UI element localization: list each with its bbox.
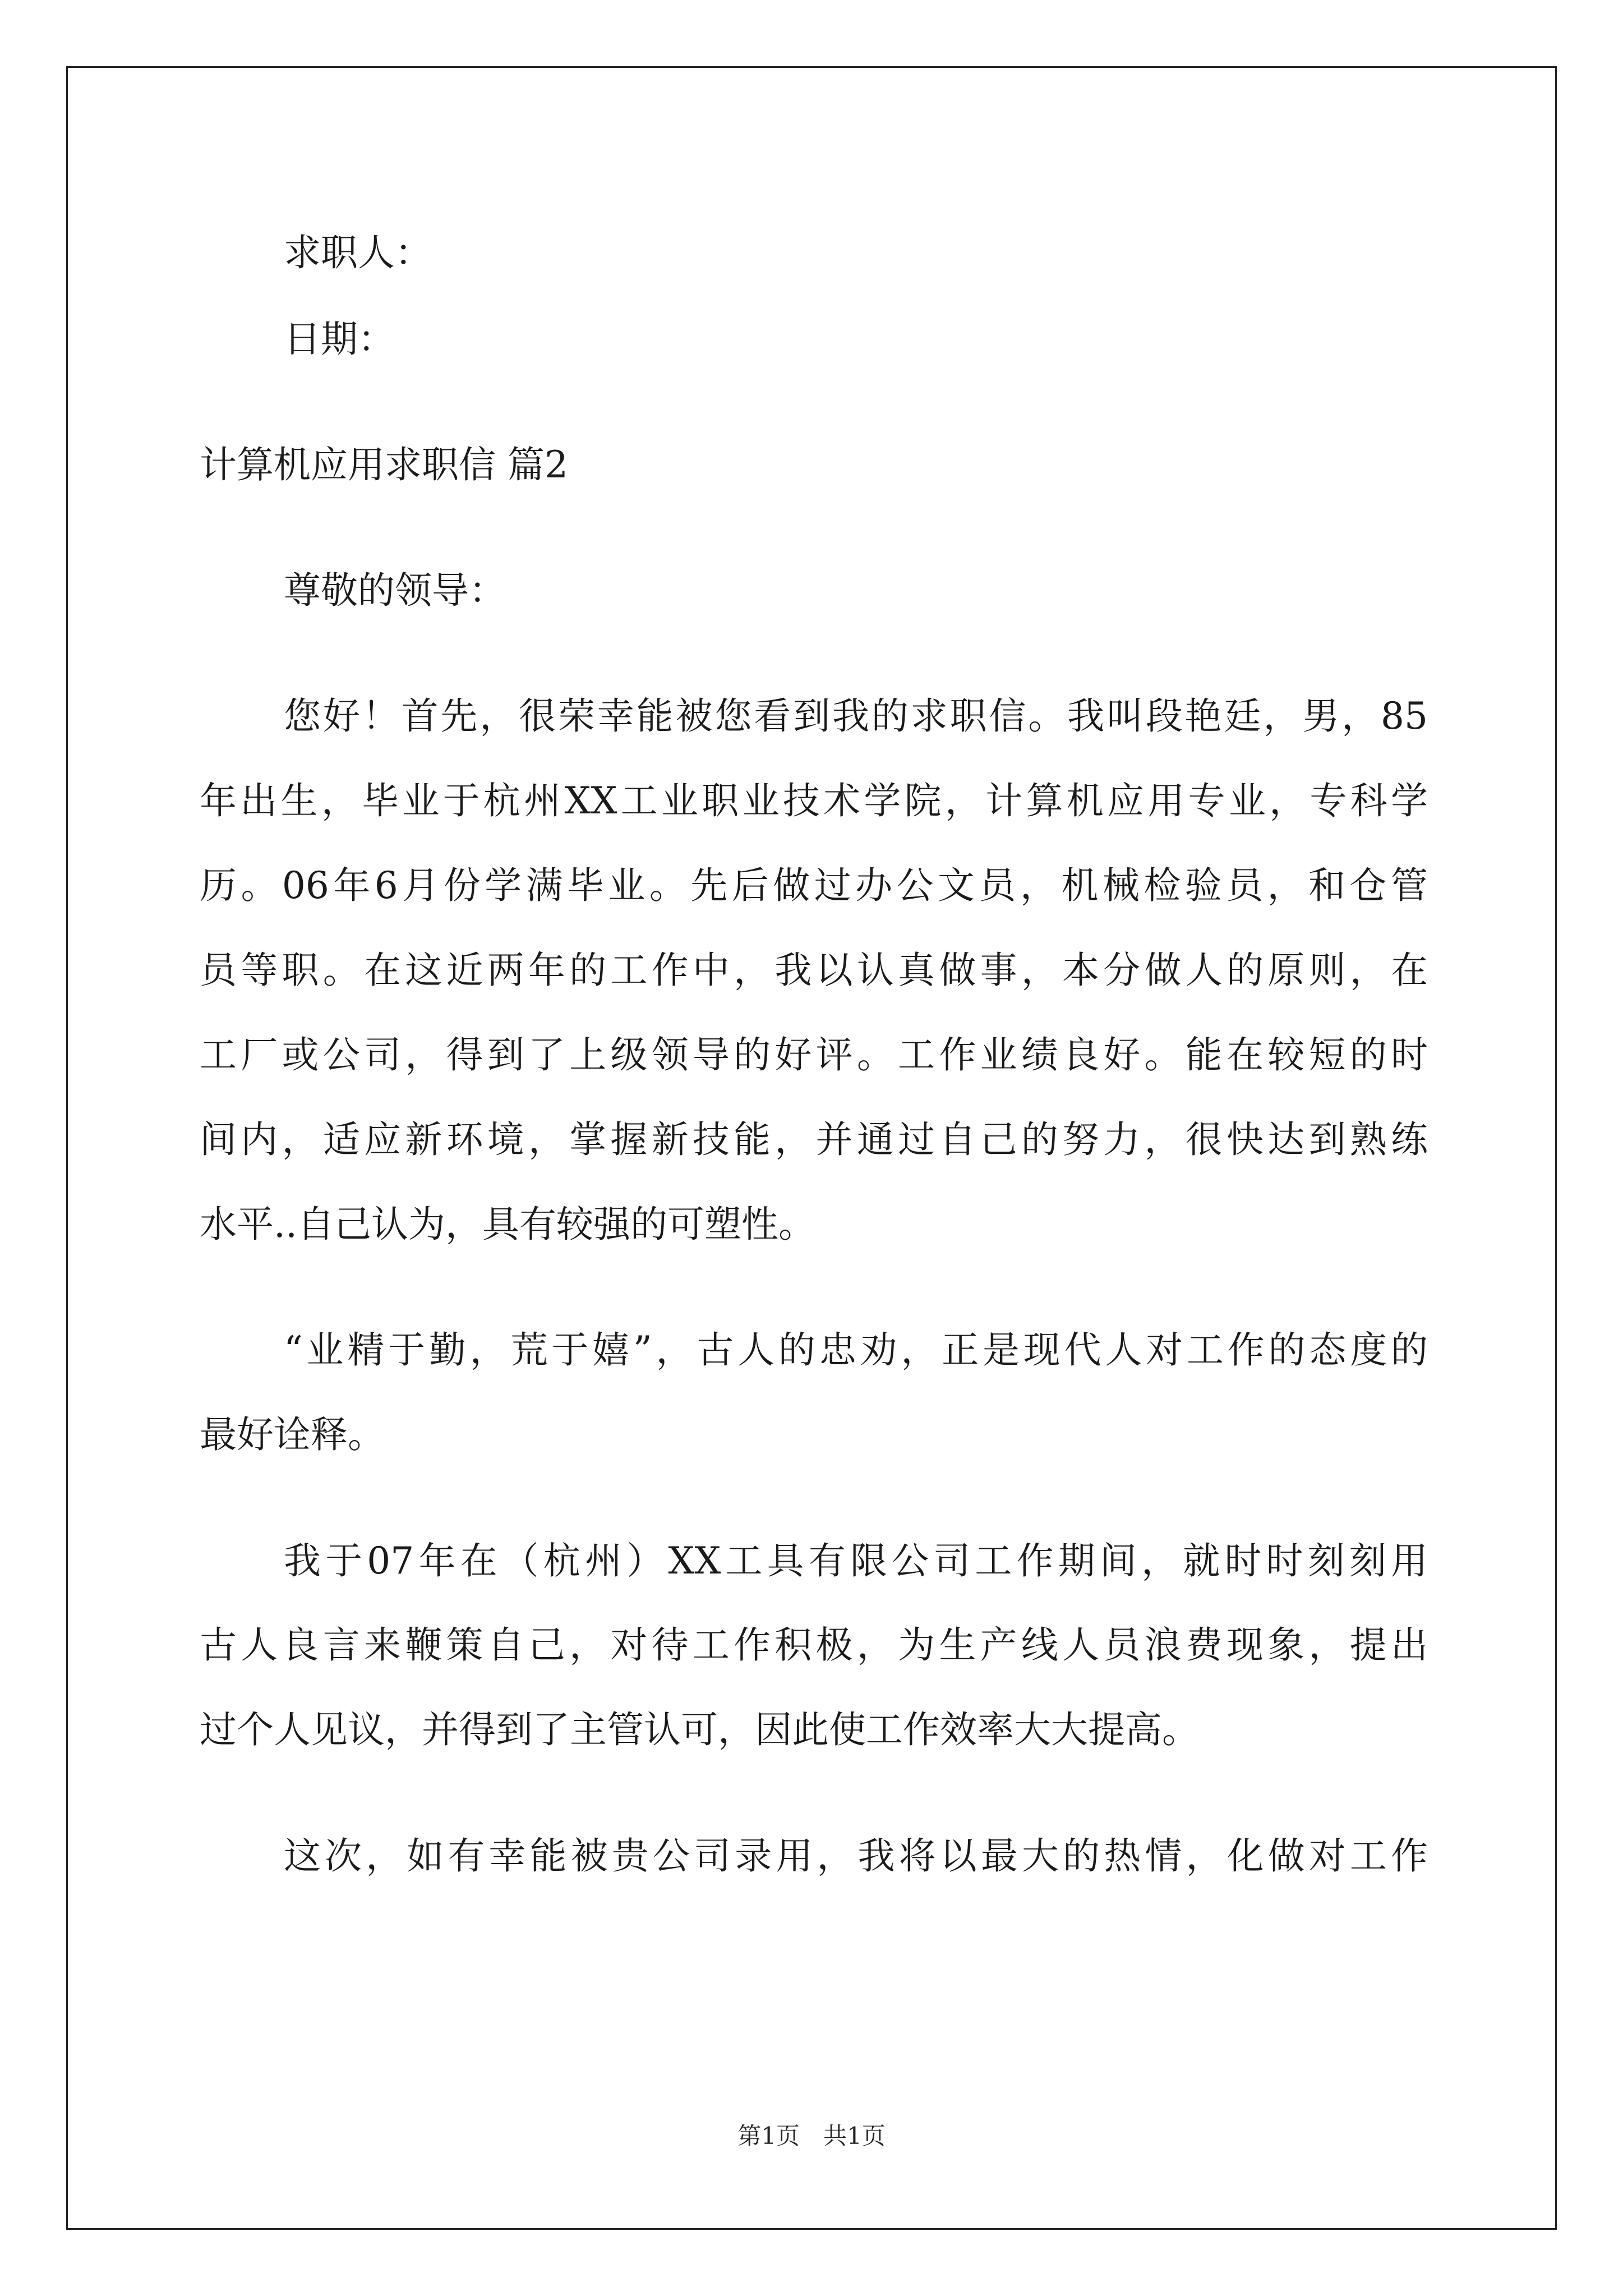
paragraph-line: 我于07年在（杭州）XX工具有限公司工作期间，就时时刻刻用 xyxy=(284,1539,1428,1582)
date-line: 日期： xyxy=(284,318,395,361)
paragraph-line: 间内，适应新环境，掌握新技能，并通过自己的努力，很快达到熟练 xyxy=(200,1118,1428,1161)
applicant-line: 求职人： xyxy=(284,231,432,274)
paragraph-line: 水平..自己认为，具有较强的可塑性。 xyxy=(200,1203,815,1246)
paragraph-line: “业精于勤，荒于嬉”，古人的忠劝，正是现代人对工作的态度的 xyxy=(284,1328,1428,1372)
paragraph-line: 古人良言来鞭策自己，对待工作积极，为生产线人员浪费现象，提出 xyxy=(200,1623,1428,1667)
paragraph-line: 最好诠释。 xyxy=(200,1413,385,1456)
paragraph-line: 年出生，毕业于杭州XX工业职业技术学院，计算机应用专业，专科学 xyxy=(200,779,1428,822)
paragraph-line: 员等职。在这近两年的工作中，我以认真做事，本分做人的原则，在 xyxy=(200,949,1428,992)
paragraph-line: 您好！首先，很荣幸能被您看到我的求职信。我叫段艳廷，男，85 xyxy=(284,694,1428,738)
salutation: 尊敬的领导： xyxy=(284,569,506,612)
paragraph-line: 过个人见议，并得到了主管认可，因此使工作效率大大提高。 xyxy=(200,1708,1199,1751)
page-footer: 第1页 共1页 xyxy=(737,2122,886,2150)
paragraph-line: 工厂或公司，得到了上级领导的好评。工作业绩良好。能在较短的时 xyxy=(200,1033,1428,1076)
paragraph-line: 这次，如有幸能被贵公司录用，我将以最大的热情，化做对工作 xyxy=(284,1834,1428,1878)
paragraph-line: 历。06年6月份学满毕业。先后做过办公文员，机械检验员，和仓管 xyxy=(200,864,1428,907)
section-heading: 计算机应用求职信 篇2 xyxy=(200,443,568,486)
